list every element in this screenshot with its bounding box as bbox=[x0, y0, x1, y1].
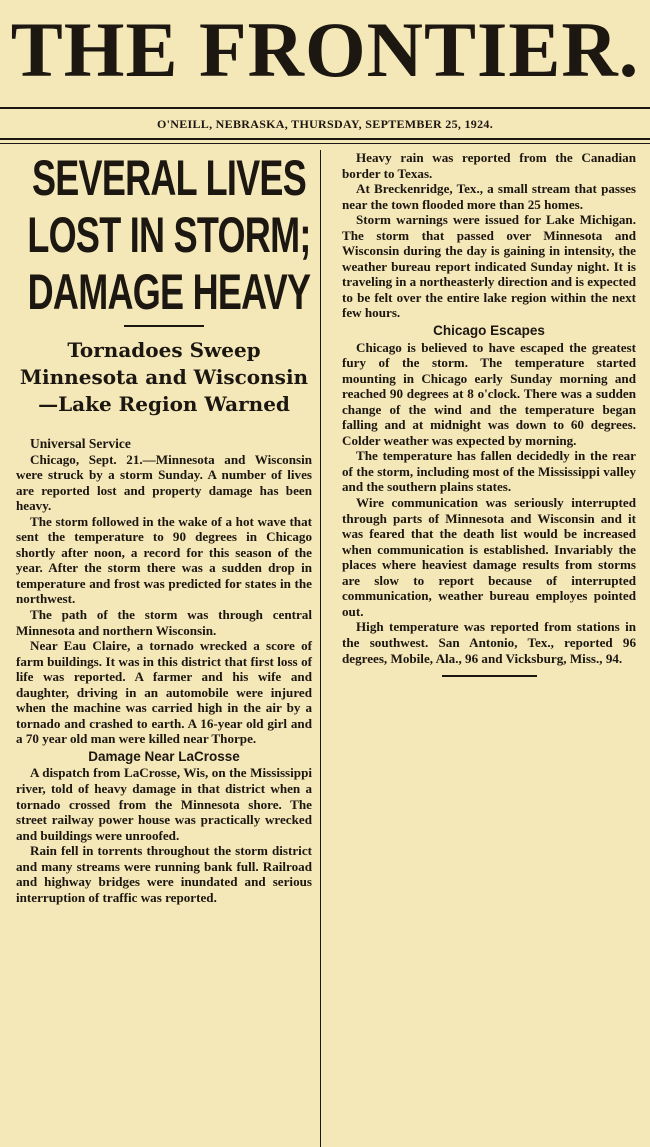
masthead-rule-bottom bbox=[0, 143, 650, 144]
paragraph: High temperature was reported from stations in the southwest. San Antonio, Tex., reported 96 degrees, Mobile, Ala., 96 and Vicksburg, Miss., 94. bbox=[342, 619, 636, 666]
end-mark bbox=[442, 675, 537, 677]
deck-headline: Tornadoes Sweep Minnesota and Wisconsin—Lake Region Warned bbox=[19, 338, 309, 416]
byline: Universal Service bbox=[30, 436, 131, 451]
newspaper-title: THE FRONTIER. bbox=[10, 6, 640, 93]
paragraph: Chicago is believed to have escaped the greatest fury of the storm. The temperature started mounting in Chicago early Sunday morning and reached 90 degrees at 8 o'clock. There was a sudden change of the wind and the temperature began falling and at midnight was down to 60 degrees. Colder weather was expected by morning. bbox=[342, 339, 636, 448]
paragraph: The path of the storm was through central Minnesota and northern Wisconsin. bbox=[16, 607, 312, 638]
masthead-rule-top bbox=[0, 107, 650, 109]
paragraph: Near Eau Claire, a tornado wrecked a score of farm buildings. It was in this district that first loss of life was reported. A farmer and his wife and daughter, driving in an automobile were injured when the machine was carried high in the air by a tornado and crashed to earth. A 16-year old girl and a 70 year old man were killed near Thorpe. bbox=[16, 638, 312, 747]
column-left bbox=[16, 150, 312, 905]
paragraph: Chicago, Sept. 21.—Minnesota and Wisconsin were struck by a storm Sunday. A number of lives are reported lost and property damage has been heavy. bbox=[16, 451, 312, 514]
paragraph: At Breckenridge, Tex., a small stream that passes near the town flooded more than 25 homes. bbox=[342, 181, 636, 212]
headline-rule bbox=[124, 325, 204, 327]
paragraph: The storm followed in the wake of a hot wave that sent the temperature to 90 degrees in Chicago shortly after noon, a record for this season of the year. After the storm there was a sudden drop in temperature and frost was predicted for states in the northwest. bbox=[16, 513, 312, 607]
paragraph: A dispatch from LaCrosse, Wis, on the Mississippi river, told of heavy damage in that district when a tornado crossed from the Minnesota shore. The street railway power house was practically wrecked and buildings were unroofed. bbox=[16, 765, 312, 843]
masthead-rule-mid bbox=[0, 138, 650, 140]
column-divider bbox=[320, 150, 321, 1147]
masthead bbox=[0, 0, 650, 112]
subhead-lacrosse: Damage Near LaCrosse bbox=[88, 748, 240, 764]
dateline: O'NEILL, NEBRASKA, THURSDAY, SEPTEMBER 25, 1924. bbox=[156, 117, 494, 131]
headline-line: LOST IN STORM; bbox=[27, 207, 311, 263]
headline bbox=[0, 150, 344, 321]
paragraph: Wire communication was seriously interrupted through parts of Minnesota and Wisconsin and it was feared that the death list would be increased when communication is established. Invariably the places where heaviest damage results from storms are slow to report because of interrupted communication, weather bureau employes pointed out. bbox=[342, 495, 636, 619]
paragraph: Heavy rain was reported from the Canadian border to Texas. bbox=[342, 150, 636, 181]
column-right bbox=[342, 150, 636, 677]
paragraph: The temperature has fallen decidedly in the rear of the storm, including most of the Mississippi valley and the southern plains states. bbox=[342, 448, 636, 495]
paragraph: Storm warnings were issued for Lake Michigan. The storm that passed over Minnesota and Wisconsin during the day is gaining in intensity, the weather bureau report indicated Sunday night. It is traveling in a northeasterly direction and is expected to be felt over the entire lake region within the next few hours. bbox=[342, 212, 636, 321]
headline-line: SEVERAL LIVES bbox=[31, 150, 307, 206]
paragraph: Rain fell in torrents throughout the storm district and many streams were running bank full. Railroad and highway bridges were inundated and serious interruption of traffic was reported. bbox=[16, 843, 312, 905]
subhead-chicago: Chicago Escapes bbox=[433, 323, 545, 339]
headline-line: DAMAGE HEAVY bbox=[27, 264, 311, 320]
